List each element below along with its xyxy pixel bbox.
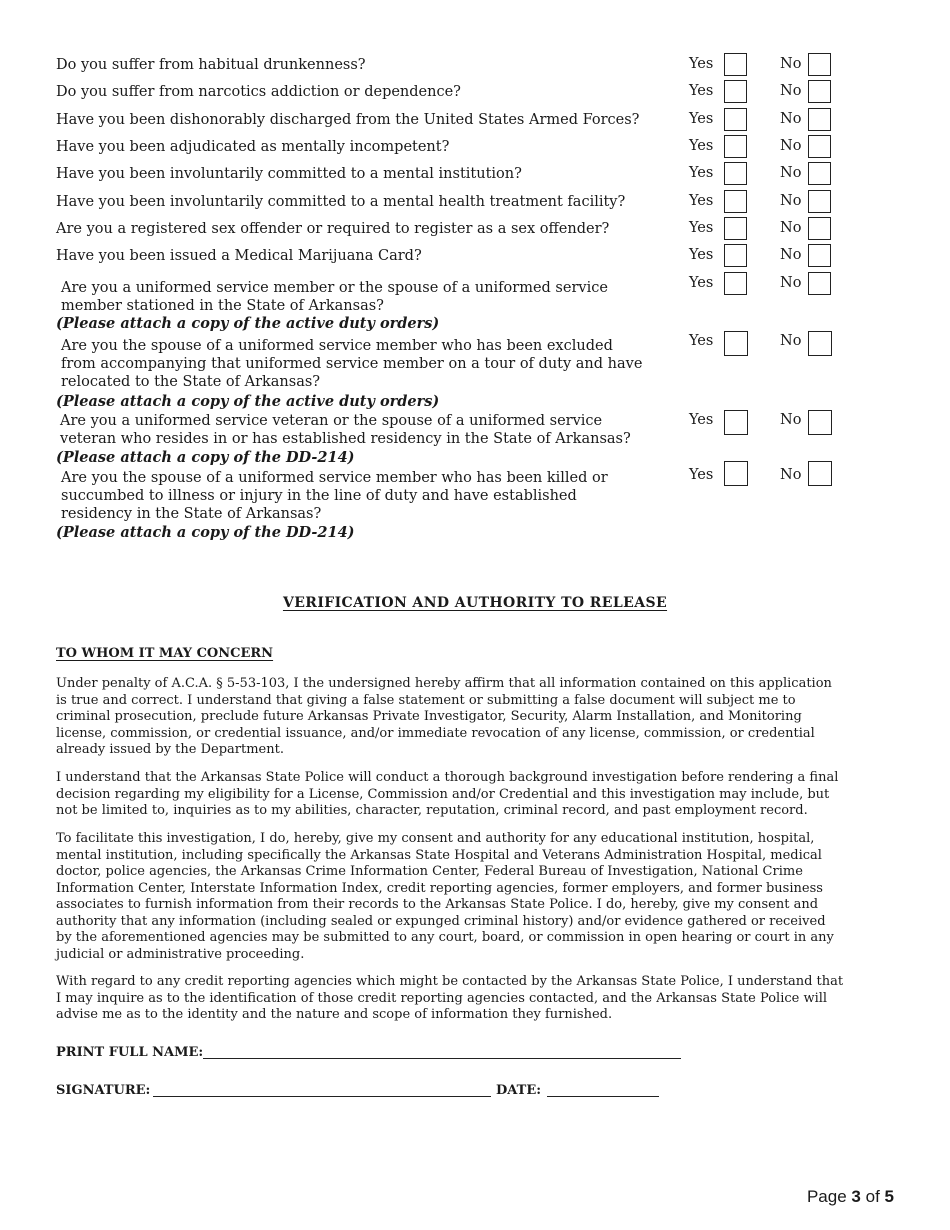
paragraph-credit-reporting xyxy=(56,974,886,1024)
yes-checkbox-5[interactable] xyxy=(724,162,747,185)
paragraph-line: by the aforementioned agencies may be submitted to any court, board, or commission in open hearing or court in any xyxy=(56,930,834,945)
paragraph-affirmation xyxy=(56,676,886,759)
yes-label: Yes xyxy=(689,333,714,349)
verification-title: VERIFICATION AND AUTHORITY TO RELEASE xyxy=(282,595,668,611)
yes-checkbox-12[interactable] xyxy=(724,461,748,486)
attachment-note: (Please attach a copy of the DD-214) xyxy=(56,449,355,466)
question-text-line-3: residency in the State of Arkansas? xyxy=(61,506,322,522)
paragraph-line: Under penalty of A.C.A. § 5-53-103, I the undersigned hereby affirm that all information contained on this application xyxy=(56,676,832,691)
no-label: No xyxy=(780,467,802,483)
print-name-label: PRINT FULL NAME: xyxy=(56,1045,204,1060)
paragraph-line: doctor, police agencies, the Arkansas Crime Information Center, Federal Bureau of Investigation, National Crime xyxy=(56,864,803,879)
question-text: Have you been dishonorably discharged from the United States Armed Forces? xyxy=(56,112,640,128)
no-checkbox-7[interactable] xyxy=(808,217,831,240)
yes-checkbox-3[interactable] xyxy=(724,108,747,131)
date-field[interactable] xyxy=(547,1096,659,1097)
question-text-line-2: succumbed to illness or injury in the line of duty and have established xyxy=(61,488,577,504)
question-6 xyxy=(56,193,625,211)
yes-label: Yes xyxy=(689,412,714,428)
paragraph-line: already issued by the Department. xyxy=(56,742,284,757)
no-checkbox-1[interactable] xyxy=(808,53,831,76)
question-text: Have you been adjudicated as mentally incompetent? xyxy=(56,139,450,155)
no-checkbox-8[interactable] xyxy=(808,244,831,267)
yes-label: Yes xyxy=(689,275,714,291)
question-text: Have you been involuntarily committed to a mental health treatment facility? xyxy=(56,194,626,210)
attachment-note: (Please attach a copy of the active duty orders) xyxy=(56,393,440,410)
question-text: Have you been involuntarily committed to a mental institution? xyxy=(56,166,522,182)
no-checkbox-2[interactable] xyxy=(808,80,831,103)
no-label: No xyxy=(780,412,802,428)
yes-label: Yes xyxy=(689,193,714,209)
yes-checkbox-4[interactable] xyxy=(724,135,747,158)
page-total: 5 xyxy=(884,1187,894,1206)
signature-field[interactable] xyxy=(153,1096,491,1097)
attachment-note: (Please attach a copy of the DD-214) xyxy=(56,524,355,541)
no-checkbox-3[interactable] xyxy=(808,108,831,131)
question-text-line-2: veteran who resides in or has established residency in the State of Arkansas? xyxy=(60,431,631,447)
paragraph-line: is true and correct. I understand that giving a false statement or submitting a false document will subject me to xyxy=(56,692,796,708)
question-2 xyxy=(56,83,461,101)
print-name-field[interactable] xyxy=(203,1058,681,1059)
question-text-line-2: from accompanying that uniformed service member on a tour of duty and have xyxy=(61,356,643,372)
page-separator: of xyxy=(865,1187,880,1206)
no-label: No xyxy=(780,83,802,99)
no-label: No xyxy=(780,333,802,349)
no-label: No xyxy=(780,275,802,291)
yes-label: Yes xyxy=(689,467,714,483)
page-prefix: Page xyxy=(806,1187,847,1206)
no-checkbox-9[interactable] xyxy=(808,272,831,295)
signature-label: SIGNATURE: xyxy=(56,1083,151,1098)
salutation: TO WHOM IT MAY CONCERN xyxy=(56,646,274,661)
yes-checkbox-11[interactable] xyxy=(724,410,748,435)
paragraph-line: judicial or administrative proceeding. xyxy=(56,946,305,962)
no-checkbox-5[interactable] xyxy=(808,162,831,185)
no-checkbox-4[interactable] xyxy=(808,135,831,158)
no-label: No xyxy=(780,247,802,263)
attachment-note: (Please attach a copy of the active duty orders) xyxy=(56,315,440,332)
question-8 xyxy=(56,247,422,265)
paragraph-line: I understand that the Arkansas State Police will conduct a thorough background investigation before rendering a final xyxy=(56,770,839,785)
paragraph-line: not be limited to, inquiries as to my abilities, character, reputation, criminal record, and past employment record. xyxy=(56,803,808,818)
yes-label: Yes xyxy=(689,165,714,181)
paragraph-line: Information Center, Interstate Information Index, credit reporting agencies, former employers, and former business xyxy=(56,880,823,896)
section-title xyxy=(0,595,950,611)
question-1 xyxy=(56,56,366,74)
no-label: No xyxy=(780,193,802,209)
paragraph-line: license, commission, or credential issuance, and/or immediate revocation of any license, commission, or credential xyxy=(56,725,815,741)
paragraph-line: mental institution, including specifically the Arkansas State Hospital and Veterans Administration Hospital, medical xyxy=(56,847,822,863)
question-text: Are you a registered sex offender or required to register as a sex offender? xyxy=(56,221,610,237)
paragraph-line: I may inquire as to the identification of those credit reporting agencies contacted, and the Arkansas State Police will xyxy=(56,990,828,1006)
no-label: No xyxy=(780,138,802,154)
yes-label: Yes xyxy=(689,56,714,72)
question-9 xyxy=(61,279,608,315)
question-text: Have you been issued a Medical Marijuana Card? xyxy=(56,248,422,264)
question-5 xyxy=(56,165,522,183)
yes-label: Yes xyxy=(689,111,714,127)
paragraph-line: authority that any information (including sealed or expunged criminal history) and/or evidence gathered or received xyxy=(56,913,826,929)
question-text-line-1: Are you the spouse of a uniformed service member who has been killed or xyxy=(61,470,608,486)
no-checkbox-10[interactable] xyxy=(808,331,832,356)
paragraph-line: criminal prosecution, preclude future Arkansas Private Investigator, Security, Alarm Installation, and Monitoring xyxy=(56,709,802,724)
paragraph-line: To facilitate this investigation, I do, hereby, give my consent and authority for any educational institution, hospital, xyxy=(56,831,815,846)
paragraph-line: advise me as to the identity and the nature and scope of information they furnished. xyxy=(56,1007,613,1022)
yes-checkbox-8[interactable] xyxy=(724,244,747,267)
yes-checkbox-7[interactable] xyxy=(724,217,747,240)
yes-checkbox-6[interactable] xyxy=(724,190,747,213)
yes-checkbox-10[interactable] xyxy=(724,331,748,356)
no-label: No xyxy=(780,111,802,127)
paragraph-background-check xyxy=(56,770,886,820)
yes-label: Yes xyxy=(689,138,714,154)
no-label: No xyxy=(780,56,802,72)
question-3 xyxy=(56,111,639,129)
no-checkbox-12[interactable] xyxy=(808,461,832,486)
question-7 xyxy=(56,220,609,238)
question-text-line-3: relocated to the State of Arkansas? xyxy=(61,374,321,390)
question-11 xyxy=(60,412,631,448)
yes-checkbox-9[interactable] xyxy=(724,272,747,295)
yes-label: Yes xyxy=(689,247,714,263)
paragraph-consent xyxy=(56,831,886,963)
yes-label: Yes xyxy=(689,83,714,99)
question-text: Do you suffer from habitual drunkenness? xyxy=(56,57,366,73)
question-12 xyxy=(61,469,608,523)
yes-label: Yes xyxy=(689,220,714,236)
no-label: No xyxy=(780,220,802,236)
question-text-line-1: Are you the spouse of a uniformed service member who has been excluded xyxy=(61,338,613,354)
question-text-line-2: member stationed in the State of Arkansas? xyxy=(61,298,384,314)
no-label: No xyxy=(780,165,802,181)
paragraph-line: decision regarding my eligibility for a License, Commission and/or Credential and this investigation may include, but xyxy=(56,786,830,802)
page-number xyxy=(807,1187,894,1207)
question-text: Do you suffer from narcotics addiction or dependence? xyxy=(56,84,461,100)
paragraph-line: With regard to any credit reporting agencies which might be contacted by the Arkansas State Police, I understand that xyxy=(56,974,844,989)
paragraph-line: associates to furnish information from their records to the Arkansas State Police. I do, hereby, give my consent and xyxy=(56,897,819,912)
question-text-line-1: Are you a uniformed service veteran or the spouse of a uniformed service xyxy=(60,413,603,429)
question-4 xyxy=(56,138,449,156)
date-label: DATE: xyxy=(496,1083,542,1098)
question-10 xyxy=(61,337,642,391)
yes-checkbox-2[interactable] xyxy=(724,80,747,103)
no-checkbox-6[interactable] xyxy=(808,190,831,213)
no-checkbox-11[interactable] xyxy=(808,410,832,435)
page-current: 3 xyxy=(851,1187,861,1206)
question-text-line-1: Are you a uniformed service member or the spouse of a uniformed service xyxy=(61,280,608,296)
yes-checkbox-1[interactable] xyxy=(724,53,747,76)
